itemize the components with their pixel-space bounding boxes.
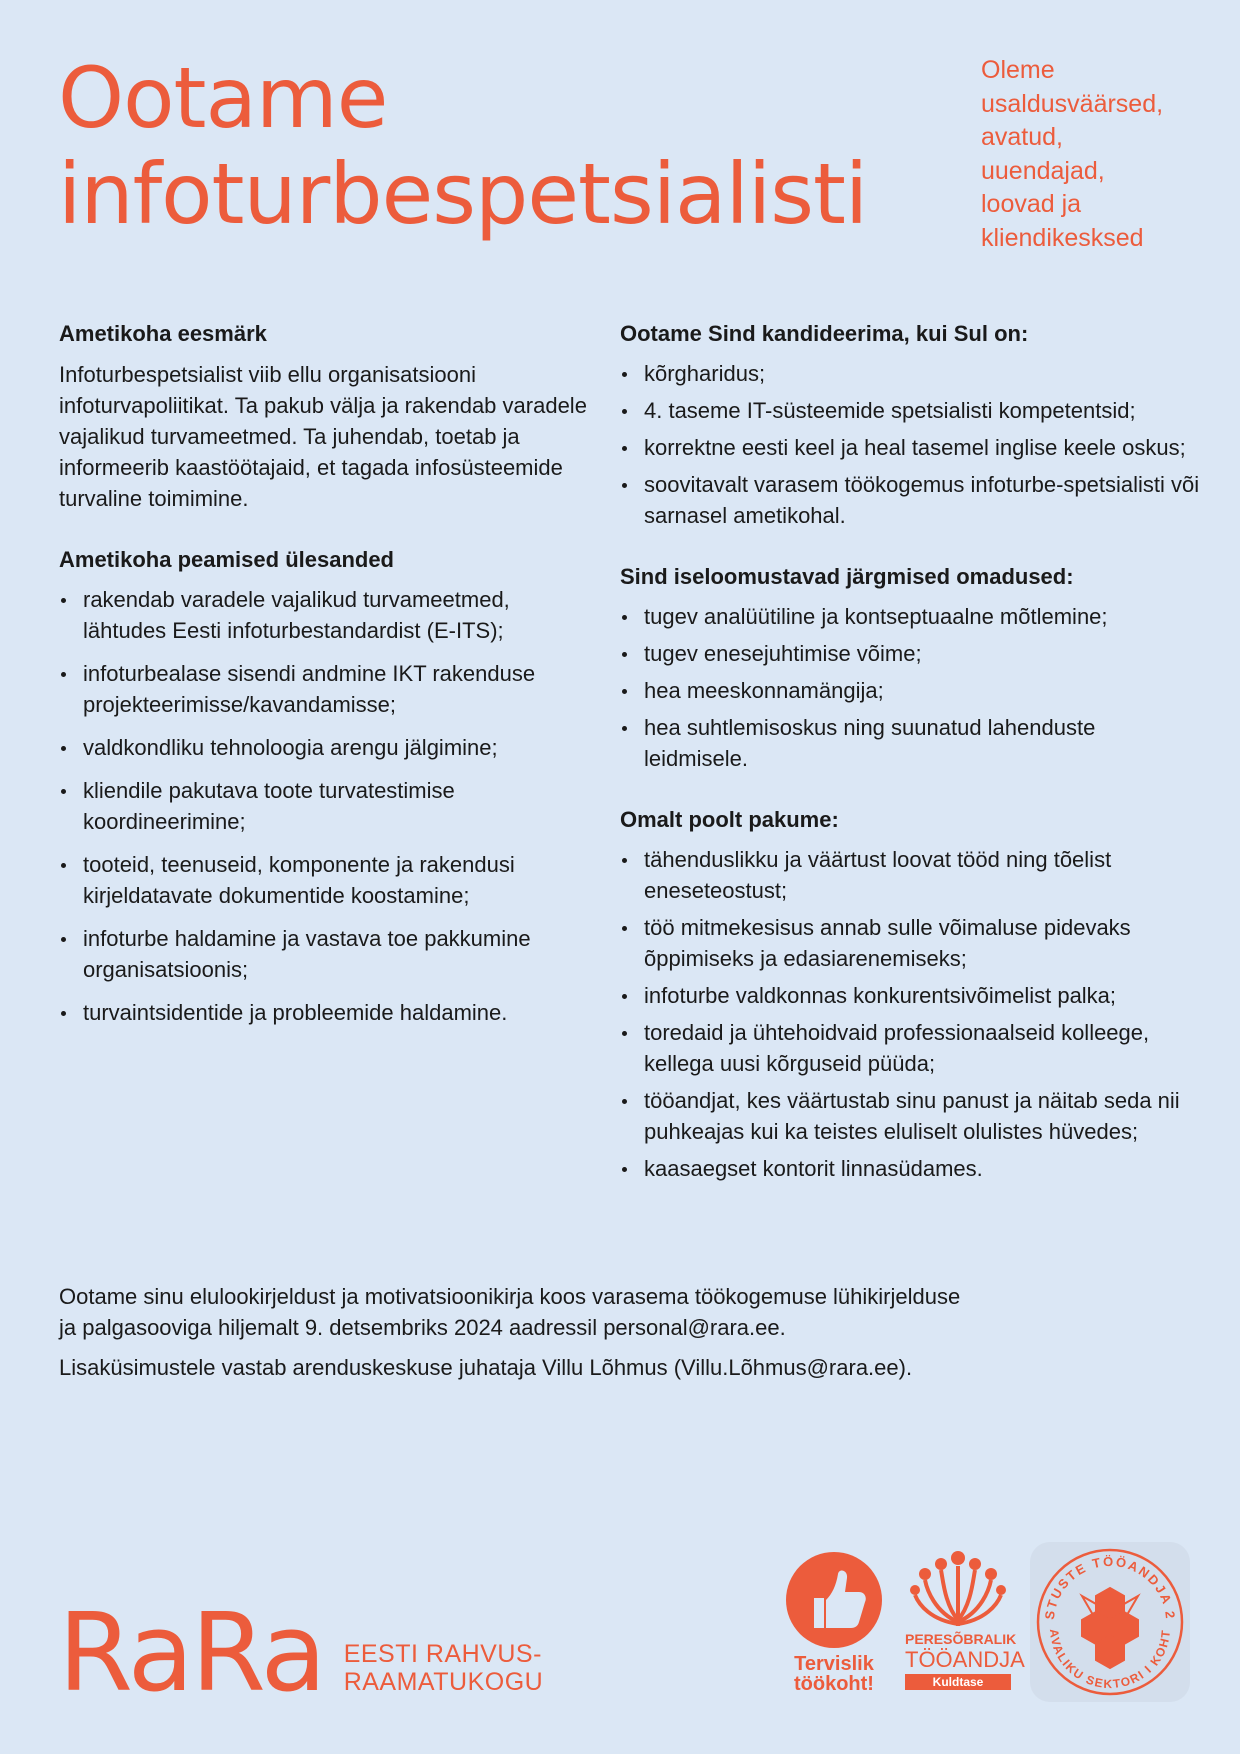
list-item: tugev enesejuhtimise võime; [644, 638, 1200, 669]
list-item: valdkondliku tehnoloogia arengu jälgimine; [83, 732, 599, 763]
list-item: rakendab varadele vajalikud turvameetmed, lähtudes Eesti infoturbestandardist (E-ITS); [83, 584, 599, 646]
application-line-1: Ootame sinu elulookirjeldust ja motivatsioonikirja koos varasema töökogemuse lühikirjelduse [59, 1284, 961, 1309]
tagline-line: uuendajad, [981, 156, 1105, 185]
logo-subtitle [344, 1640, 544, 1696]
tagline-line: kliendikesksed [981, 223, 1144, 252]
list-item: tooteid, teenuseid, komponente ja rakendusi kirjeldatavate dokumentide koostamine; [83, 849, 599, 911]
list-item: hea suhtlemisoskus ning suunatud lahenduste leidmisele. [644, 712, 1200, 774]
dream-employer-seal [1030, 1542, 1190, 1702]
list-item: infoturbealase sisendi andmine IKT rakenduse projekteerimisse/kavandamisse; [83, 658, 599, 720]
list-item: soovitavalt varasem töökogemus infoturbe-spetsialisti või sarnasel ametikohal. [644, 469, 1200, 531]
list-item: infoturbe valdkonnas konkurentsivõimelist palka; [644, 980, 1200, 1011]
offer-heading: Omalt poolt pakume: [620, 807, 839, 832]
seal-top-text: STUSTE TÖÖANDJA 2 [1041, 1553, 1179, 1622]
tagline-line: usaldusväärsed, [981, 89, 1164, 118]
badge-line: Tervislik [794, 1653, 874, 1675]
list-item: tähenduslikku ja väärtust loovat tööd ning tõelist eneseteostust; [644, 844, 1200, 906]
purpose-text: Infoturbespetsialist viib ellu organisatsiooni infoturvapoliitikat. Ta pakub välja ja rakendab varadele vajalikud turvameetmed. Ta juhendab, toetab ja informeerib kaastöötajaid, et tagada infosüsteemide turvaline toimimine. [59, 362, 587, 511]
logo-subtitle-line: EESTI RAHVUS- [343, 1640, 542, 1668]
list-item: kliendile pakutava toote turvatestimise koordineerimine; [83, 775, 599, 837]
rara-logo [58, 1591, 544, 1716]
offer-list [620, 844, 1200, 1184]
list-item: turvaintsidentide ja probleemide haldamine. [83, 997, 599, 1028]
traits-heading: Sind iseloomustavad järgmised omadused: [620, 564, 1074, 589]
thumbs-up-icon [784, 1550, 884, 1650]
title-line-2: infoturbespetsialisti [58, 145, 868, 243]
list-item: tugev analüütiline ja kontseptuaalne mõtlemine; [644, 601, 1200, 632]
list-item: 4. taseme IT-süsteemide spetsialisti kompetentsid; [644, 395, 1200, 426]
tagline-line: loovad ja [981, 190, 1082, 218]
right-column [620, 318, 1200, 1190]
list-item: töö mitmekesisus annab sulle võimaluse pidevaks õppimiseks ja edasiarenemiseks; [644, 912, 1200, 974]
tagline [981, 54, 1163, 255]
list-item: hea meeskonnamängija; [644, 675, 1200, 706]
application-line-2: ja palgasooviga hiljemalt 9. detsembriks 2024 aadressil personal@rara.ee. [59, 1315, 786, 1340]
requirements-list [620, 358, 1200, 531]
page-title [58, 50, 867, 242]
requirements-heading: Ootame Sind kandideerima, kui Sul on: [620, 321, 1029, 346]
contact-info: Lisaküsimustele vastab arenduskeskuse juhataja Villu Lõhmus (Villu.Lõhmus@rara.ee). [59, 1355, 913, 1380]
list-item: infoturbe haldamine ja vastava toe pakkumine organisatsioonis; [83, 923, 599, 985]
tasks-list [59, 584, 599, 1028]
badge-line: PERESÕBRALIK [905, 1631, 1017, 1647]
list-item: tööandjat, kes väärtustab sinu panust ja näitab seda nii puhkeajas kui ka teistes eluliselt olulistes hüvedes; [644, 1085, 1200, 1147]
seal-icon [1030, 1542, 1190, 1702]
list-item: kõrgharidus; [644, 358, 1200, 389]
list-item: toredaid ja ühtehoidvaid professionaalseid kolleege, kellega uusi kõrguseid püüda; [644, 1017, 1200, 1079]
purpose-heading: Ametikoha eesmärk [59, 321, 267, 346]
healthy-workplace-badge [784, 1550, 884, 1700]
badge-line: töökoht! [794, 1673, 874, 1695]
badge-line: TÖÖANDJA [905, 1647, 1025, 1672]
family-tree-icon [905, 1550, 1011, 1628]
logo-wordmark: RaRa [58, 1591, 324, 1716]
left-column [59, 318, 599, 1040]
logo-subtitle-line: RAAMATUKOGU [343, 1668, 544, 1696]
family-friendly-badge [905, 1550, 1025, 1695]
application-instructions [59, 1281, 1159, 1392]
list-item: korrektne eesti keel ja heal tasemel inglise keele oskus; [644, 432, 1200, 463]
seal-bottom-text: AVALIKU SEKTORI I KOHT [1046, 1628, 1174, 1692]
badge-line: Kuldtase [905, 1674, 1011, 1690]
title-line-1: Ootame [58, 49, 388, 147]
list-item: kaasaegset kontorit linnasüdames. [644, 1153, 1200, 1184]
traits-list [620, 601, 1200, 774]
tagline-line: avatud, [981, 123, 1064, 151]
tasks-heading: Ametikoha peamised ülesanded [59, 547, 394, 572]
tagline-line: Oleme [981, 56, 1055, 84]
